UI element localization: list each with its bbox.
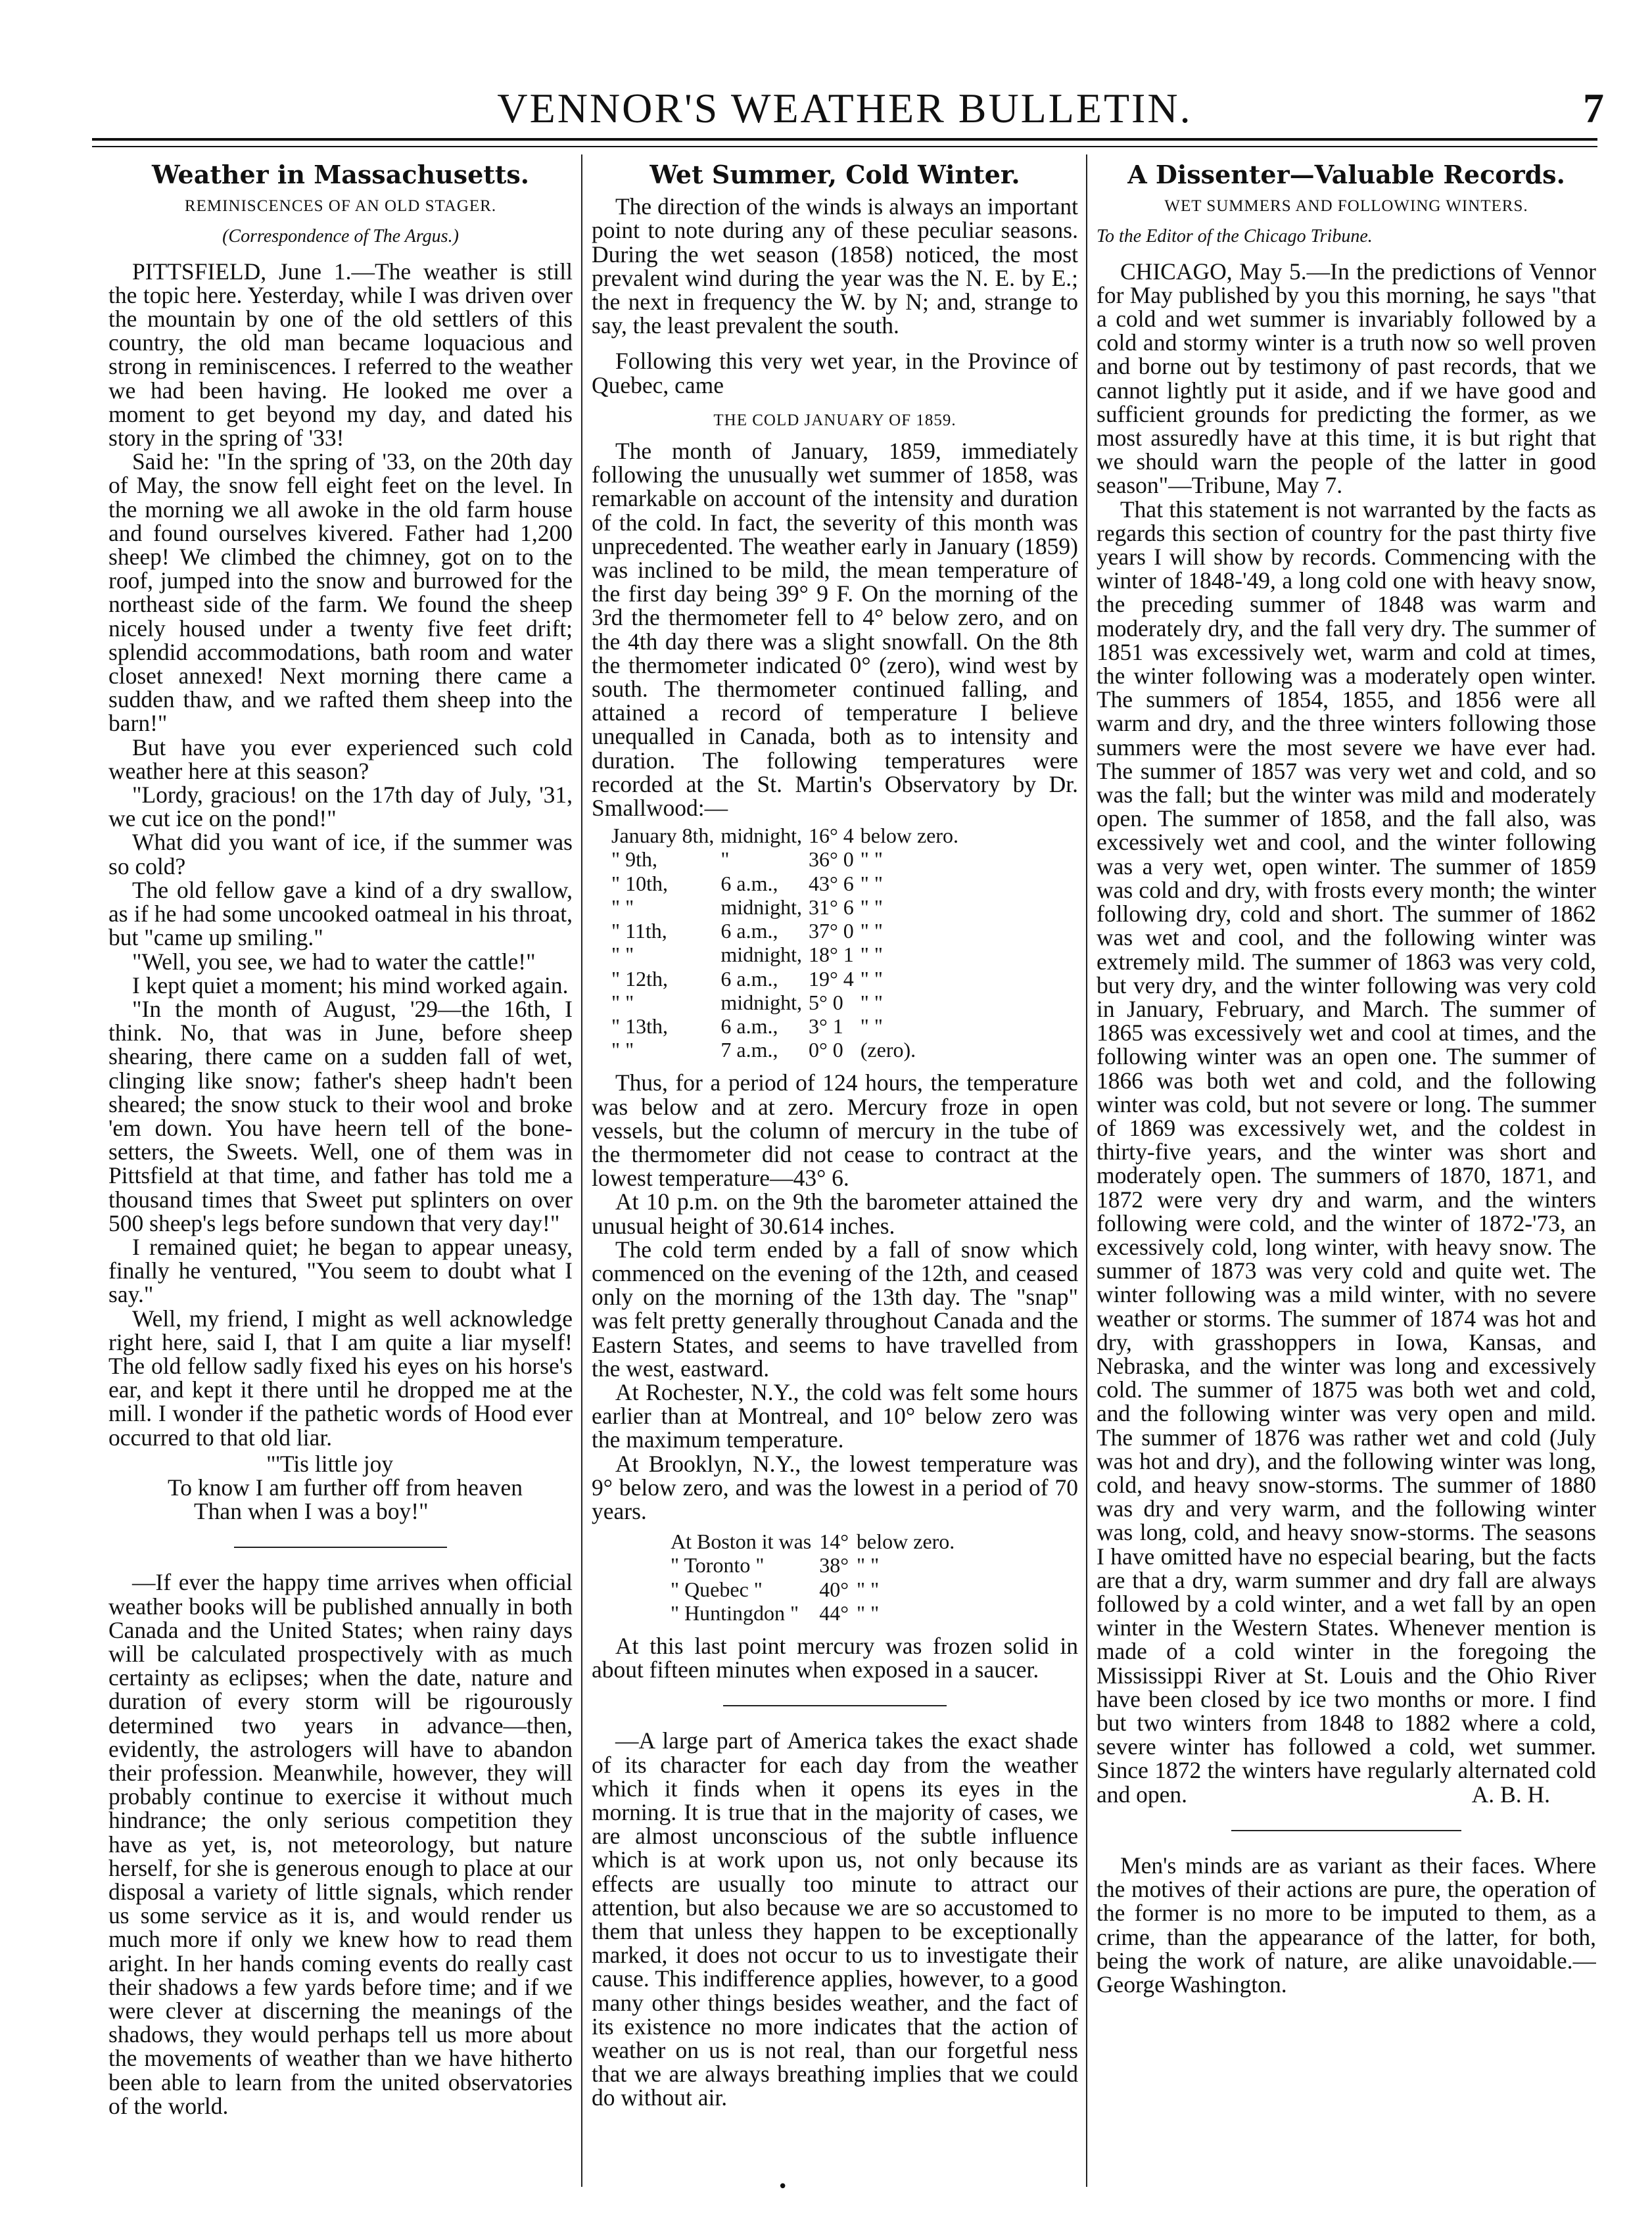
temperature-row-cell: " "	[860, 871, 883, 895]
city-row-cell: 38°	[819, 1553, 849, 1578]
temperature-row-cell: " "	[611, 895, 634, 919]
temperature-row-cell: 16° 4	[808, 824, 854, 848]
city-row-cell: 40°	[819, 1577, 849, 1601]
city-row-cell: " Huntingdon "	[671, 1601, 799, 1625]
temperature-row	[611, 895, 965, 919]
paragraph: At Rochester, N.Y., the cold was felt some hours earlier than at Montreal, and 10° below zero was the maximum temperature.	[592, 1378, 1078, 1453]
temperature-row-cell: 36° 0	[808, 847, 854, 872]
temperature-row-cell: 5° 0	[808, 990, 843, 1014]
temperature-row-cell: " 12th,	[611, 966, 668, 991]
article-heading: Wet Summer, Cold Winter.	[649, 160, 1020, 189]
city-row-cell: " "	[857, 1553, 880, 1578]
city-row	[671, 1530, 962, 1553]
temperature-row	[611, 967, 965, 991]
paragraph: But have you ever experienced such cold weather here at this season?	[108, 734, 573, 784]
january-temperature-table	[611, 824, 965, 1062]
paragraph: PITTSFIELD, June 1.—The weather is still the topic here. Yesterday, while I was driven over the mountain by one of the old settlers of this country, the old man became loquacious and strong in reminiscences. I referred to the weather we had been having. He looked me over a moment to get beyond my day, and dated his story in the spring of '33!	[108, 258, 573, 452]
temperature-row-cell: " "	[860, 966, 883, 991]
temperature-row-cell: 37° 0	[808, 919, 854, 943]
page-header	[85, 84, 1604, 143]
poem-line: "'Tis little joy	[266, 1450, 394, 1477]
column-divider	[581, 154, 582, 2187]
paragraph: The cold term ended by a fall of snow which commenced on the evening of the 12th, and ceased only on the morning of the 13th day. The "snap" was felt pretty generally throughout Canada and the Eastern States, and seems to have travelled from the west, eastward.	[592, 1236, 1078, 1382]
temperature-row-cell: 6 a.m.,	[720, 871, 778, 895]
temperature-row-cell: 0° 0	[808, 1038, 843, 1062]
temperature-row-cell: " "	[611, 943, 634, 967]
poem	[168, 1452, 573, 1524]
temperature-row-cell: " "	[860, 919, 883, 943]
temperature-row-cell: below zero.	[860, 824, 959, 848]
temperature-row-cell: 6 a.m.,	[720, 966, 778, 991]
city-row-cell: 44°	[819, 1601, 849, 1625]
temperature-row-cell: 19° 4	[808, 966, 854, 991]
temperature-row-cell: 7 a.m.,	[720, 1038, 778, 1062]
paragraph: "Lordy, gracious! on the 17th day of July, '31, we cut ice on the pond!"	[108, 782, 573, 832]
article-heading: Weather in Massachusetts.	[151, 160, 530, 189]
article-separator	[723, 1705, 947, 1706]
temperature-row-cell: " "	[860, 943, 883, 967]
temperature-row-cell: "	[720, 847, 730, 872]
header-rule	[92, 138, 1597, 141]
paragraph: —A large part of America takes the exact shade of its character for each day from the weather which it finds when it opens its eyes in the morning. It is true that in the majority of cases, we are almost unconscious of the subtle influence which is at work upon us, not only because its effects are usually too minute to attract our attention, but also because we are so accustomed to them that unless they happen to be exceptionally marked, it does not occur to us to investigate their cause. This indifference applies, however, to a good many other things besides weather, and the fact of its existence no more indicates that the action of weather on us is not real, than our forgetful ness that we are always breathing implies that we could do without air.	[592, 1727, 1078, 2111]
city-row-cell: " "	[857, 1577, 880, 1601]
column-massachusetts	[108, 158, 573, 2190]
temperature-row	[611, 943, 965, 966]
temperature-row-cell: " 11th,	[611, 919, 667, 943]
section-subheading: THE COLD JANUARY OF 1859.	[713, 411, 956, 429]
temperature-row-cell: 18° 1	[808, 943, 854, 967]
temperature-row-cell: 3° 1	[808, 1014, 843, 1038]
page-number: 7	[1583, 85, 1604, 131]
temperature-row-cell: 6 a.m.,	[720, 1014, 778, 1038]
paragraph: Said he: "In the spring of '33, on the 20th day of May, the snow fell eight feet on the level. In the morning we all awoke in the old farm house and found ourselves kivered. Father had 1,200 sheep! We climbed the chimney, got on to the roof, jumped into the snow and burrowed for the northeast side of the farm. We found the sheep nicely housed under a twenty five feet drift; splendid accommodations, bath room and water closet annexed! Next morning there came a sudden thaw, and we rafted them sheep into the barn!"	[108, 448, 573, 737]
paragraph: CHICAGO, May 5.—In the predictions of Vennor for May published by you this morning, he says "that a cold and wet summer is invariably followed by a cold and stormy winter is a truth now so well proven and borne out by testimony of past records, that we cannot lightly put it aside, and if we have good and sufficient grounds for predicting the former, as we most assuredly have at this time, it is but right that we should warn the people of the latter in good season"—Tribune, May 7.	[1097, 258, 1596, 499]
paragraph: I remained quiet; he began to appear uneasy, finally he ventured, "You seem to doubt what I say."	[108, 1233, 573, 1308]
city-row-cell: below zero.	[857, 1530, 955, 1554]
temperature-row-cell: midnight,	[720, 943, 802, 967]
temperature-row-cell: midnight,	[720, 824, 802, 848]
paragraph: At 10 p.m. on the 9th the barometer attained the unusual height of 30.614 inches.	[592, 1188, 1078, 1239]
paragraph: The direction of the winds is always an important point to note during any of these peculiar seasons. During the wet season (1858) noticed, the most prevalent wind during the year was the N. E. by E.; the next in frequency the W. by N; and, strange to say, the least prevalent the south.	[592, 193, 1078, 339]
temperature-row-cell: 43° 6	[808, 871, 854, 895]
temperature-row	[611, 919, 965, 943]
paragraph: —If ever the happy time arrives when official weather books will be published annually in both Canada and the United States; when rainy days will be calculated prospectively with as much certainty as eclipses; when the date, nature and duration of every storm will be rigourously determined two years in advance—then, evidently, the astrologers will have to abandon their profession. Meanwhile, however, they will probably continue to exercise it without much hindrance; the only serious competition they have as yet, is, not meteorology, but nature herself, for she is generous enough to place at our disposal a variety of little signals, which render us some service as it is, and would render us much more if only we knew how to read them aright. In her hands coming events do really cast their shadows a few yards before time; and if we were clever at discerning the meanings of the shadows, they would perhaps tell us more about the movements of weather than we have hitherto been able to learn from the united observatories of the world.	[108, 1569, 573, 2119]
city-temperature-table	[671, 1530, 962, 1625]
paragraph: Well, my friend, I might as well acknowledge right here, said I, that I am quite a liar myself! The old fellow sadly fixed his eyes on his horse's ear, and kept it there until he dropped me at the mill. I wonder if the pathetic words of Hood ever occurred to that old liar.	[108, 1305, 573, 1451]
article-separator	[234, 1547, 448, 1548]
temperature-row	[611, 991, 965, 1014]
column-dissenter	[1097, 158, 1596, 2190]
temperature-row	[611, 1038, 965, 1062]
paragraph: The month of January, 1859, immediately following the unusually wet summer of 1858, was remarkable on account of the intensity and duration of the cold. In fact, the severity of this month was unprecedented. The weather early in January (1859) was inclined to be mild, the mean temperature of the first day being 39° 9 F. On the morning of the 3rd the thermometer fell to 4° below zero, and on the 4th day there was a slight snowfall. On the 8th the thermometer indicated 0° (zero), wind west by south. The thermometer continued falling, and attained a record of temperature I believe unequalled in Canada, both as to intensity and duration. The following temperatures were recorded at the St. Martin's Observatory by Dr. Smallwood:—	[592, 438, 1078, 822]
city-row-cell: " Quebec "	[671, 1577, 763, 1601]
city-row	[671, 1601, 962, 1625]
paragraph: What did you want of ice, if the summer was so cold?	[108, 829, 573, 879]
temperature-row-cell: midnight,	[720, 895, 802, 919]
temperature-row-cell: " 9th,	[611, 847, 657, 872]
addressee-line: To the Editor of the Chicago Tribune.	[1097, 226, 1373, 247]
temperature-row-cell: 6 a.m.,	[720, 919, 778, 943]
temperature-row-cell: " "	[860, 990, 883, 1014]
temperature-row-cell: " "	[860, 1014, 883, 1038]
paragraph: "In the month of August, '29—the 16th, I think. No, that was in June, before sheep shearing, there came on a sudden fall of wet, clinging like snow; father's sheep hadn't been sheared; the snow stuck to their wool and broke 'em down. You have heern tell of the bone-setters, the Sweets. Well, one of them was in Pittsfield at that time, and father has told me a thousand times that Sweet put splinters on over 500 sheep's legs before sundown that very day!"	[108, 995, 573, 1236]
temperature-row-cell: " 10th,	[611, 871, 668, 895]
city-row-cell: 14°	[819, 1530, 849, 1554]
temperature-row-cell: midnight,	[720, 990, 802, 1014]
page-ornament: •	[778, 2177, 788, 2197]
temperature-row-cell: " "	[860, 895, 883, 919]
temperature-row-cell: " "	[611, 990, 634, 1014]
city-row	[671, 1578, 962, 1601]
poem-line: Than when I was a boy!"	[194, 1498, 429, 1525]
header-rule-thin	[92, 146, 1597, 147]
paragraph: I kept quiet a moment; his mind worked again.	[132, 971, 569, 998]
column-divider	[1086, 154, 1087, 2187]
correspondence-line: (Correspondence of The Argus.)	[222, 226, 459, 247]
temperature-row	[611, 847, 965, 871]
paragraph: At this last point mercury was frozen solid in about fifteen minutes when exposed in a saucer.	[592, 1632, 1078, 1683]
article-subheading: WET SUMMERS AND FOLLOWING WINTERS.	[1164, 197, 1528, 216]
city-row	[671, 1553, 962, 1577]
temperature-row	[611, 1014, 965, 1038]
poem-line: To know I am further off from heaven	[168, 1474, 523, 1501]
temperature-row-cell: (zero).	[860, 1038, 916, 1062]
temperature-row-cell: " "	[611, 1038, 634, 1062]
column-wet-summer	[592, 158, 1078, 2190]
paragraph: Men's minds are as variant as their faces. Where the motives of their actions are pure, the operation of the former is no more to be imputed to them, as a crime, than the appearance of the latter, for both, being the work of nature, are alike unavoidable.—George Washington.	[1097, 1852, 1596, 1998]
paragraph: "Well, you see, we had to water the cattle!"	[132, 948, 536, 975]
paragraph: At Brooklyn, N.Y., the lowest temperature was 9° below zero, and was the lowest in a period of 70 years.	[592, 1450, 1078, 1524]
signature: A. B. H.	[1471, 1781, 1550, 1808]
temperature-row	[611, 872, 965, 895]
temperature-row	[611, 824, 965, 847]
article-heading: A Dissenter—Valuable Records.	[1127, 160, 1565, 189]
paragraph: Thus, for a period of 124 hours, the temperature was below and at zero. Mercury froze in open vessels, but the column of mercury in the tube of the thermometer did not cease to contract at the lowest temperature—43° 6.	[592, 1069, 1078, 1192]
article-separator	[1231, 1830, 1461, 1831]
temperature-row-cell: January 8th,	[611, 824, 715, 848]
city-row-cell: " "	[857, 1601, 880, 1625]
city-row-cell: At Boston it was	[671, 1530, 812, 1554]
article-subheading: REMINISCENCES OF AN OLD STAGER.	[184, 197, 497, 216]
city-row-cell: " Toronto "	[671, 1553, 765, 1578]
page-title: VENNOR'S WEATHER BULLETIN.	[497, 85, 1192, 131]
temperature-row-cell: " 13th,	[611, 1014, 668, 1038]
paragraph: That this statement is not warranted by the facts as regards this section of country for the past thirty five years I will show by records. Commencing with the winter of 1848-'49, a long cold one with heavy snow, the preceding summer of 1848 was warm and moderately dry, and the fall very dry. The summer of 1851 was excessively wet, warm and cold at times, the winter following was a moderately open winter. The summers of 1854, 1855, and 1856 were all warm and dry, and the three winters following those summers were the most severe we have ever had. The summer of 1857 was very wet and cold, and so was the fall; but the winter was mild and moderately open. The summer of 1858, and the fall also, was excessively wet and cool, and the winter following was a very wet, open winter. The summer of 1859 was cold and dry, with frosts every month; the winter following dry, cold and short. The summer of 1862 was wet and cool, and the following winter was extremely mild. The summer of 1863 was very cold, but very dry, and the winter following was very cold in January, February, and March. The summer of 1865 was excessively wet and cool at times, and the following winter was an open one. The summer of 1866 was both wet and cold, and the following winter was cold, but not severe or long. The summer of 1869 was excessively wet, and the coldest in thirty-five years, and the winter was short and moderately open. The summers of 1870, 1871, and 1872 were very dry and warm, and the winters following were cold, and the winter of 1872-'73, an excessively cold, long winter, with heavy snow. The summer of 1873 was very cold and quite wet. The winter following was a mild winter, with no severe weather or storms. The summer of 1874 was hot and dry, with grasshoppers in Iowa, Kansas, and Nebraska, and the winter was long and excessively cold. The summer of 1875 was both wet and cold, and the following winter was very open and mild. The summer of 1876 was rather wet and cold (July was hot and dry), and the following winter was long, cold, and heavy snow-storms. The summer of 1880 was dry and very warm, and the following winter was long, cold, and heavy snow-storms. The seasons I have omitted have no especial bearing, but the facts are that a dry, warm summer and dry fall are always followed by a cold winter, and a wet fall by an open winter in the Western States. Whenever mention is made of a cold winter in the foregoing the Mississippi River at St. Louis and the Ohio River have been closed by ice two months or more. I find but two winters from 1848 to 1882 where a cold, severe winter has followed a cold, wet summer. Since 1872 the winters have regularly alternated cold and open.	[1097, 496, 1596, 1808]
temperature-row-cell: " "	[860, 847, 883, 872]
paragraph: The old fellow gave a kind of a dry swallow, as if he had some uncooked oatmeal in his throat, but "came up smiling."	[108, 876, 573, 951]
paragraph: Following this very wet year, in the Province of Quebec, came	[592, 348, 1078, 398]
temperature-row-cell: 31° 6	[808, 895, 854, 919]
